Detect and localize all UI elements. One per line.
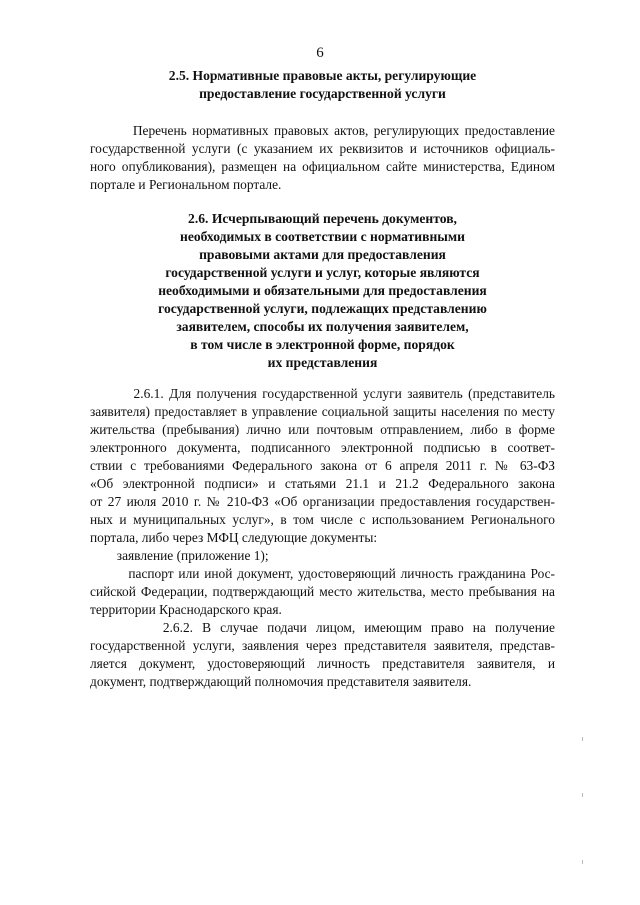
- heading-line: их представления: [267, 355, 378, 370]
- text-line: заявление (приложение 1);: [90, 548, 269, 563]
- text-line: ного опубликования), размещен на официальном сайте министерства, Едином: [90, 159, 555, 174]
- heading-line: предоставление государственной услуги: [199, 86, 446, 101]
- scan-mark: [582, 737, 583, 741]
- text-line: 2.6.1. Для получения государственной услуги заявитель (представитель: [90, 386, 555, 401]
- heading-line: 2.5. Нормативные правовые акты, регулирующие: [168, 68, 477, 83]
- scan-mark: [582, 793, 583, 797]
- section-2-5-heading: [90, 67, 555, 103]
- scan-mark: [582, 860, 583, 864]
- heading-line: необходимых в соответствии с нормативными: [179, 229, 466, 244]
- heading-line: государственной услуги, подлежащих представлению: [158, 301, 487, 316]
- text-line: Перечень нормативных правовых актов, регулирующих предоставление: [90, 123, 555, 138]
- heading-line: государственной услуги и услуг, которые являются: [165, 265, 480, 280]
- text-line: государственной услуги, заявления через представителя заявителя, представ-: [90, 638, 555, 653]
- section-2-6-heading: [90, 210, 555, 372]
- text-line: сийской Федерации, подтверждающий место жительства, место пребывания на: [90, 584, 555, 599]
- heading-line: правовыми актами для предоставления: [199, 247, 446, 262]
- text-line: ствии с требованиями Федерального закона от 6 апреля 2011 г. № 63-ФЗ: [90, 458, 555, 473]
- section-2-5-paragraph: [90, 122, 555, 194]
- text-line: «Об электронной подписи» и статьями 21.1 и 21.2 Федерального закона: [90, 476, 555, 491]
- text-line: портале и Региональном портале.: [90, 177, 282, 192]
- text-line: от 27 июля 2010 г. № 210-ФЗ «Об организации предоставления государствен-: [90, 494, 555, 509]
- heading-line: заявителем, способы их получения заявителем,: [176, 319, 469, 334]
- text-line: документ, подтверждающий полномочия представителя заявителя.: [90, 674, 472, 689]
- text-line: территории Краснодарского края.: [90, 602, 282, 617]
- section-2-6-paragraphs: [90, 385, 555, 691]
- text-line: 2.6.2. В случае подачи лицом, имеющим право на получение: [90, 620, 555, 635]
- heading-line: необходимыми и обязательными для предоставления: [158, 283, 487, 298]
- text-line: паспорт или иной документ, удостоверяющий личность гражданина Рос-: [90, 566, 555, 581]
- heading-line: в том числе в электронной форме, порядок: [190, 337, 455, 352]
- page-number: 6: [316, 45, 324, 61]
- text-line: ляется документ, удостоверяющий личность представителя заявителя, и: [90, 656, 555, 671]
- heading-line: 2.6. Исчерпывающий перечень документов,: [188, 211, 457, 226]
- text-line: жительства (пребывания) лично или почтовым отправлением, либо в форме: [90, 422, 555, 437]
- text-line: ных и муниципальных услуг», в том числе с использованием Регионального: [90, 512, 555, 527]
- text-line: государственной услуги (с указанием их реквизитов и источников официаль-: [90, 141, 555, 156]
- text-line: заявителя) предоставляет в управление социальной защиты населения по месту: [90, 404, 555, 419]
- text-line: электронного документа, подписанного электронной подписью в соответ-: [90, 440, 555, 455]
- text-line: портала, либо через МФЦ следующие документы:: [90, 530, 378, 545]
